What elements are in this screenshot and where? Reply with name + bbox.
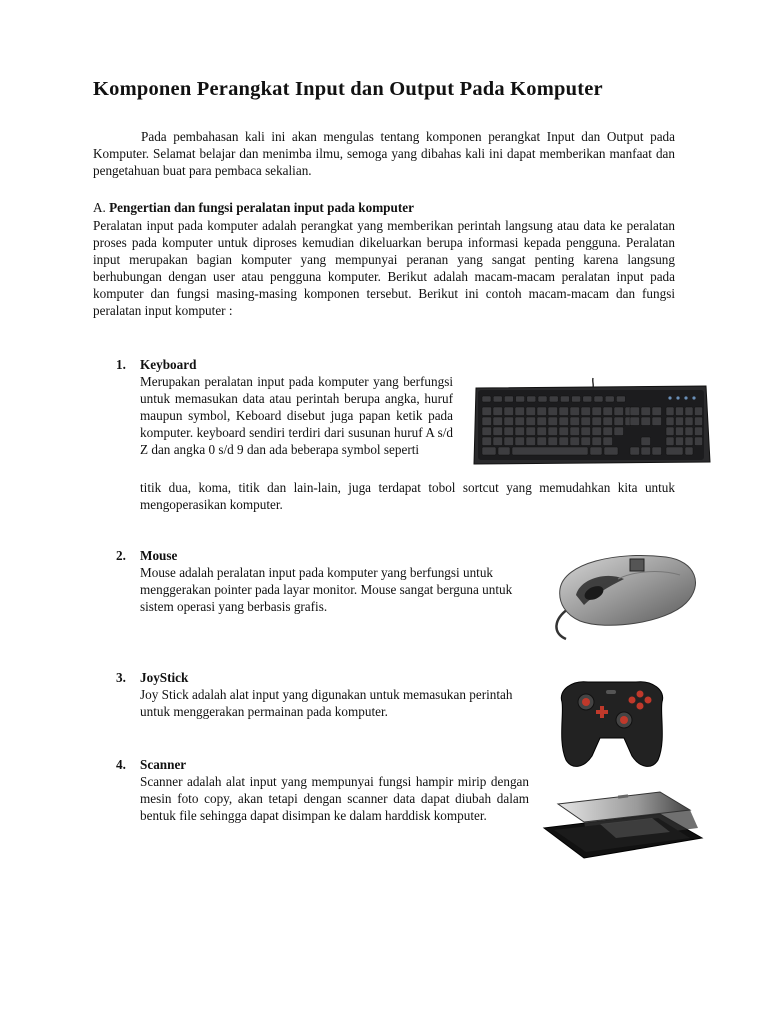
keycap [493, 427, 503, 436]
keycap [685, 437, 693, 446]
item-title-joystick: JoyStick [140, 670, 189, 685]
keycap [666, 437, 674, 446]
keycap [559, 407, 569, 416]
keycap [504, 427, 514, 436]
keycap [676, 407, 684, 416]
keycap [537, 407, 547, 416]
section-a-prefix: A. [93, 200, 106, 215]
document-title: Komponen Perangkat Input dan Output Pada Komputer [93, 78, 603, 100]
keycap [515, 437, 525, 446]
keycap [493, 396, 502, 402]
keycap [695, 417, 703, 426]
item-text-scanner: Scanner adalah alat input yang mempunyai fungsi hampir mirip dengan mesin foto copy, akan tetapi dengan scanner data dapat diubah dalam bentuk file sehingga dapat disimpan ke dalam harddisk komputer. [140, 774, 529, 823]
joystick-image [552, 672, 672, 772]
keycap [482, 437, 492, 446]
keycap [493, 437, 503, 446]
keycap [594, 396, 603, 402]
keycap [504, 396, 513, 402]
keycap [603, 417, 613, 426]
keycap [559, 427, 569, 436]
keycap [652, 407, 662, 416]
keycap [685, 407, 693, 416]
keycap [695, 437, 703, 446]
keycap [614, 427, 624, 436]
keycap [527, 396, 536, 402]
keycap [685, 447, 693, 455]
item-number: 4. [116, 757, 126, 772]
keycap [685, 427, 693, 436]
keycap [581, 417, 591, 426]
keycap [482, 407, 492, 416]
item-text-keyboard: Merupakan peralatan input pada komputer yang berfungsi untuk memasukan data atau perintah berupa angka, huruf maupun symbol, Keboard disebut juga papan ketik pada komputer. keyboard sendiri terdiri dari susunan huruf A s/d Z dan angka 0 s/d 9 dan ada beberapa symbol seperti [140, 374, 453, 457]
keycap [515, 407, 525, 416]
keycap [504, 437, 514, 446]
keycap [516, 396, 525, 402]
keycap [526, 437, 536, 446]
keycap [652, 447, 662, 455]
keycap [548, 407, 558, 416]
keycap [652, 417, 662, 426]
keycap [493, 407, 503, 416]
keycap [641, 407, 651, 416]
item-title-mouse: Mouse [140, 548, 178, 563]
keycap [515, 417, 525, 426]
keycap [559, 417, 569, 426]
mouse-image [546, 549, 702, 643]
keycap [537, 427, 547, 436]
keycap [592, 407, 602, 416]
keyboard-image [470, 376, 712, 472]
keycap [560, 396, 569, 402]
keycap [548, 417, 558, 426]
keycap [570, 417, 580, 426]
keycap [482, 396, 491, 402]
keycap [695, 427, 703, 436]
keycap [537, 417, 547, 426]
keycap [493, 417, 503, 426]
keycap [526, 427, 536, 436]
item-number: 3. [116, 670, 126, 685]
keycap [614, 417, 624, 426]
keycap [581, 427, 591, 436]
keycap [641, 417, 651, 426]
indicator-light [684, 396, 687, 399]
keycap [592, 437, 602, 446]
keycap [548, 437, 558, 446]
keycap [630, 447, 640, 455]
keycap [592, 427, 602, 436]
keycap [581, 437, 591, 446]
keycap [583, 396, 592, 402]
keycap [572, 396, 581, 402]
keycap [482, 427, 492, 436]
keycap [592, 417, 602, 426]
item-text-keyboard-continued: titik dua, koma, titik dan lain-lain, juga terdapat tobol sortcut yang memudahkan kita untuk mengoperasikan komputer. [140, 480, 675, 512]
indicator-light [668, 396, 671, 399]
keycap [512, 447, 588, 455]
keycap [603, 427, 613, 436]
section-a-body: Peralatan input pada komputer adalah perangkat yang memberikan perintah langsung atau data ke peralatan proses pada komputer untuk diproses kemudian dikeluarkan berupa informasi kepada pengguna. Peralatan input merupakan bagian komputer yang mempunyai peranan yang sangat penting karena langsung berhubungan dengan user atau pengguna komputer. Berikut adalah macam-macam peralatan input pada komputer dan fungsi masing-masing komponen tersebut. Berikut ini contoh macam-macam dan fungsi peralatan input komputer : [93, 218, 675, 318]
keycap [603, 407, 613, 416]
keycap [526, 417, 536, 426]
keycap [614, 407, 624, 416]
intro-paragraph: Pada pembahasan kali ini akan mengulas tentang komponen perangkat Input dan Output pada Komputer. Selamat belajar dan menimba ilmu, semoga yang dibahas kali ini dapat memberikan manfaat dan pengetahuan buat para pembaca sekalian. [93, 129, 675, 178]
keycap [641, 447, 651, 455]
keycap [666, 407, 674, 416]
keycap [603, 437, 613, 446]
keycap [537, 437, 547, 446]
keycap [676, 437, 684, 446]
keycap [570, 427, 580, 436]
keycap [538, 396, 547, 402]
keycap [641, 437, 651, 446]
keycap [482, 447, 496, 455]
keycap [548, 427, 558, 436]
keycap [549, 396, 558, 402]
item-title-scanner: Scanner [140, 757, 187, 772]
keycap [515, 427, 525, 436]
keycap [630, 407, 640, 416]
keycap [695, 407, 703, 416]
keycap [482, 417, 492, 426]
indicator-light [692, 396, 695, 399]
item-number: 1. [116, 357, 126, 372]
keycap [570, 437, 580, 446]
keycap [666, 447, 683, 455]
keycap [498, 447, 510, 455]
keycap [504, 407, 514, 416]
keycap [570, 407, 580, 416]
keycap [590, 447, 602, 455]
keycap [676, 417, 684, 426]
keycap [666, 427, 674, 436]
keycap [666, 417, 674, 426]
keycap [616, 396, 625, 402]
keycap [604, 447, 618, 455]
keycap [605, 396, 614, 402]
item-text-joystick: Joy Stick adalah alat input yang digunakan untuk memasukan perintah untuk menggerakan permainan pada komputer. [140, 687, 513, 719]
keycap [504, 417, 514, 426]
keycap [559, 437, 569, 446]
scanner-image [540, 788, 706, 866]
keycap [526, 407, 536, 416]
item-text-mouse: Mouse adalah peralatan input pada komputer yang berfungsi untuk menggerakan pointer pada layar monitor. Mouse sangat berguna untuk sistem operasi yang berbasis grafis. [140, 565, 513, 614]
item-title-keyboard: Keyboard [140, 357, 197, 372]
item-number: 2. [116, 548, 126, 563]
keycap [685, 417, 693, 426]
keycap [676, 427, 684, 436]
keycap [581, 407, 591, 416]
indicator-light [676, 396, 679, 399]
keycap [630, 417, 640, 426]
section-a-title: Pengertian dan fungsi peralatan input pada komputer [109, 200, 414, 215]
section-a-heading [93, 199, 414, 216]
